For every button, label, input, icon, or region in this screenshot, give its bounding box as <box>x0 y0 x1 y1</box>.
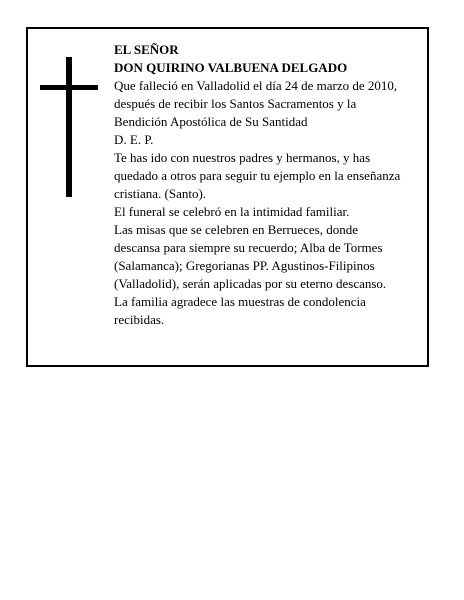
notice-line: después de recibir los Santos Sacramentos y la <box>114 96 357 111</box>
notice-line: cristiana. (Santo). <box>114 186 207 201</box>
notice-heading-name: DON QUIRINO VALBUENA DELGADO <box>114 60 348 75</box>
notice-line: (Salamanca); Gregorianas PP. Agustinos-Filipinos <box>114 258 375 273</box>
notice-heading-title: EL SEÑOR <box>114 42 179 57</box>
notice-line: Te has ido con nuestros padres y hermanos, y has <box>114 150 371 165</box>
obituary-notice <box>26 27 429 367</box>
notice-line: quedado a otros para seguir tu ejemplo en la enseñanza <box>114 168 401 183</box>
notice-line: La familia agradece las muestras de condolencia <box>114 294 366 309</box>
cross-vertical-bar <box>66 57 72 197</box>
notice-line: (Valladolid), serán aplicadas por su eterno descanso. <box>114 276 387 291</box>
notice-line: D. E. P. <box>114 132 154 147</box>
cross-horizontal-bar <box>40 85 98 90</box>
notice-line: Que falleció en Valladolid el día 24 de marzo de 2010, <box>114 78 398 93</box>
notice-line: recibidas. <box>114 312 165 327</box>
notice-line: Las misas que se celebren en Berrueces, donde <box>114 222 359 237</box>
notice-line: Bendición Apostólica de Su Santidad <box>114 114 308 129</box>
notice-text <box>114 41 420 329</box>
cross-icon <box>40 57 98 197</box>
notice-line: descansa para siempre su recuerdo; Alba de Tormes <box>114 240 383 255</box>
notice-line: El funeral se celebró en la intimidad familiar. <box>114 204 350 219</box>
